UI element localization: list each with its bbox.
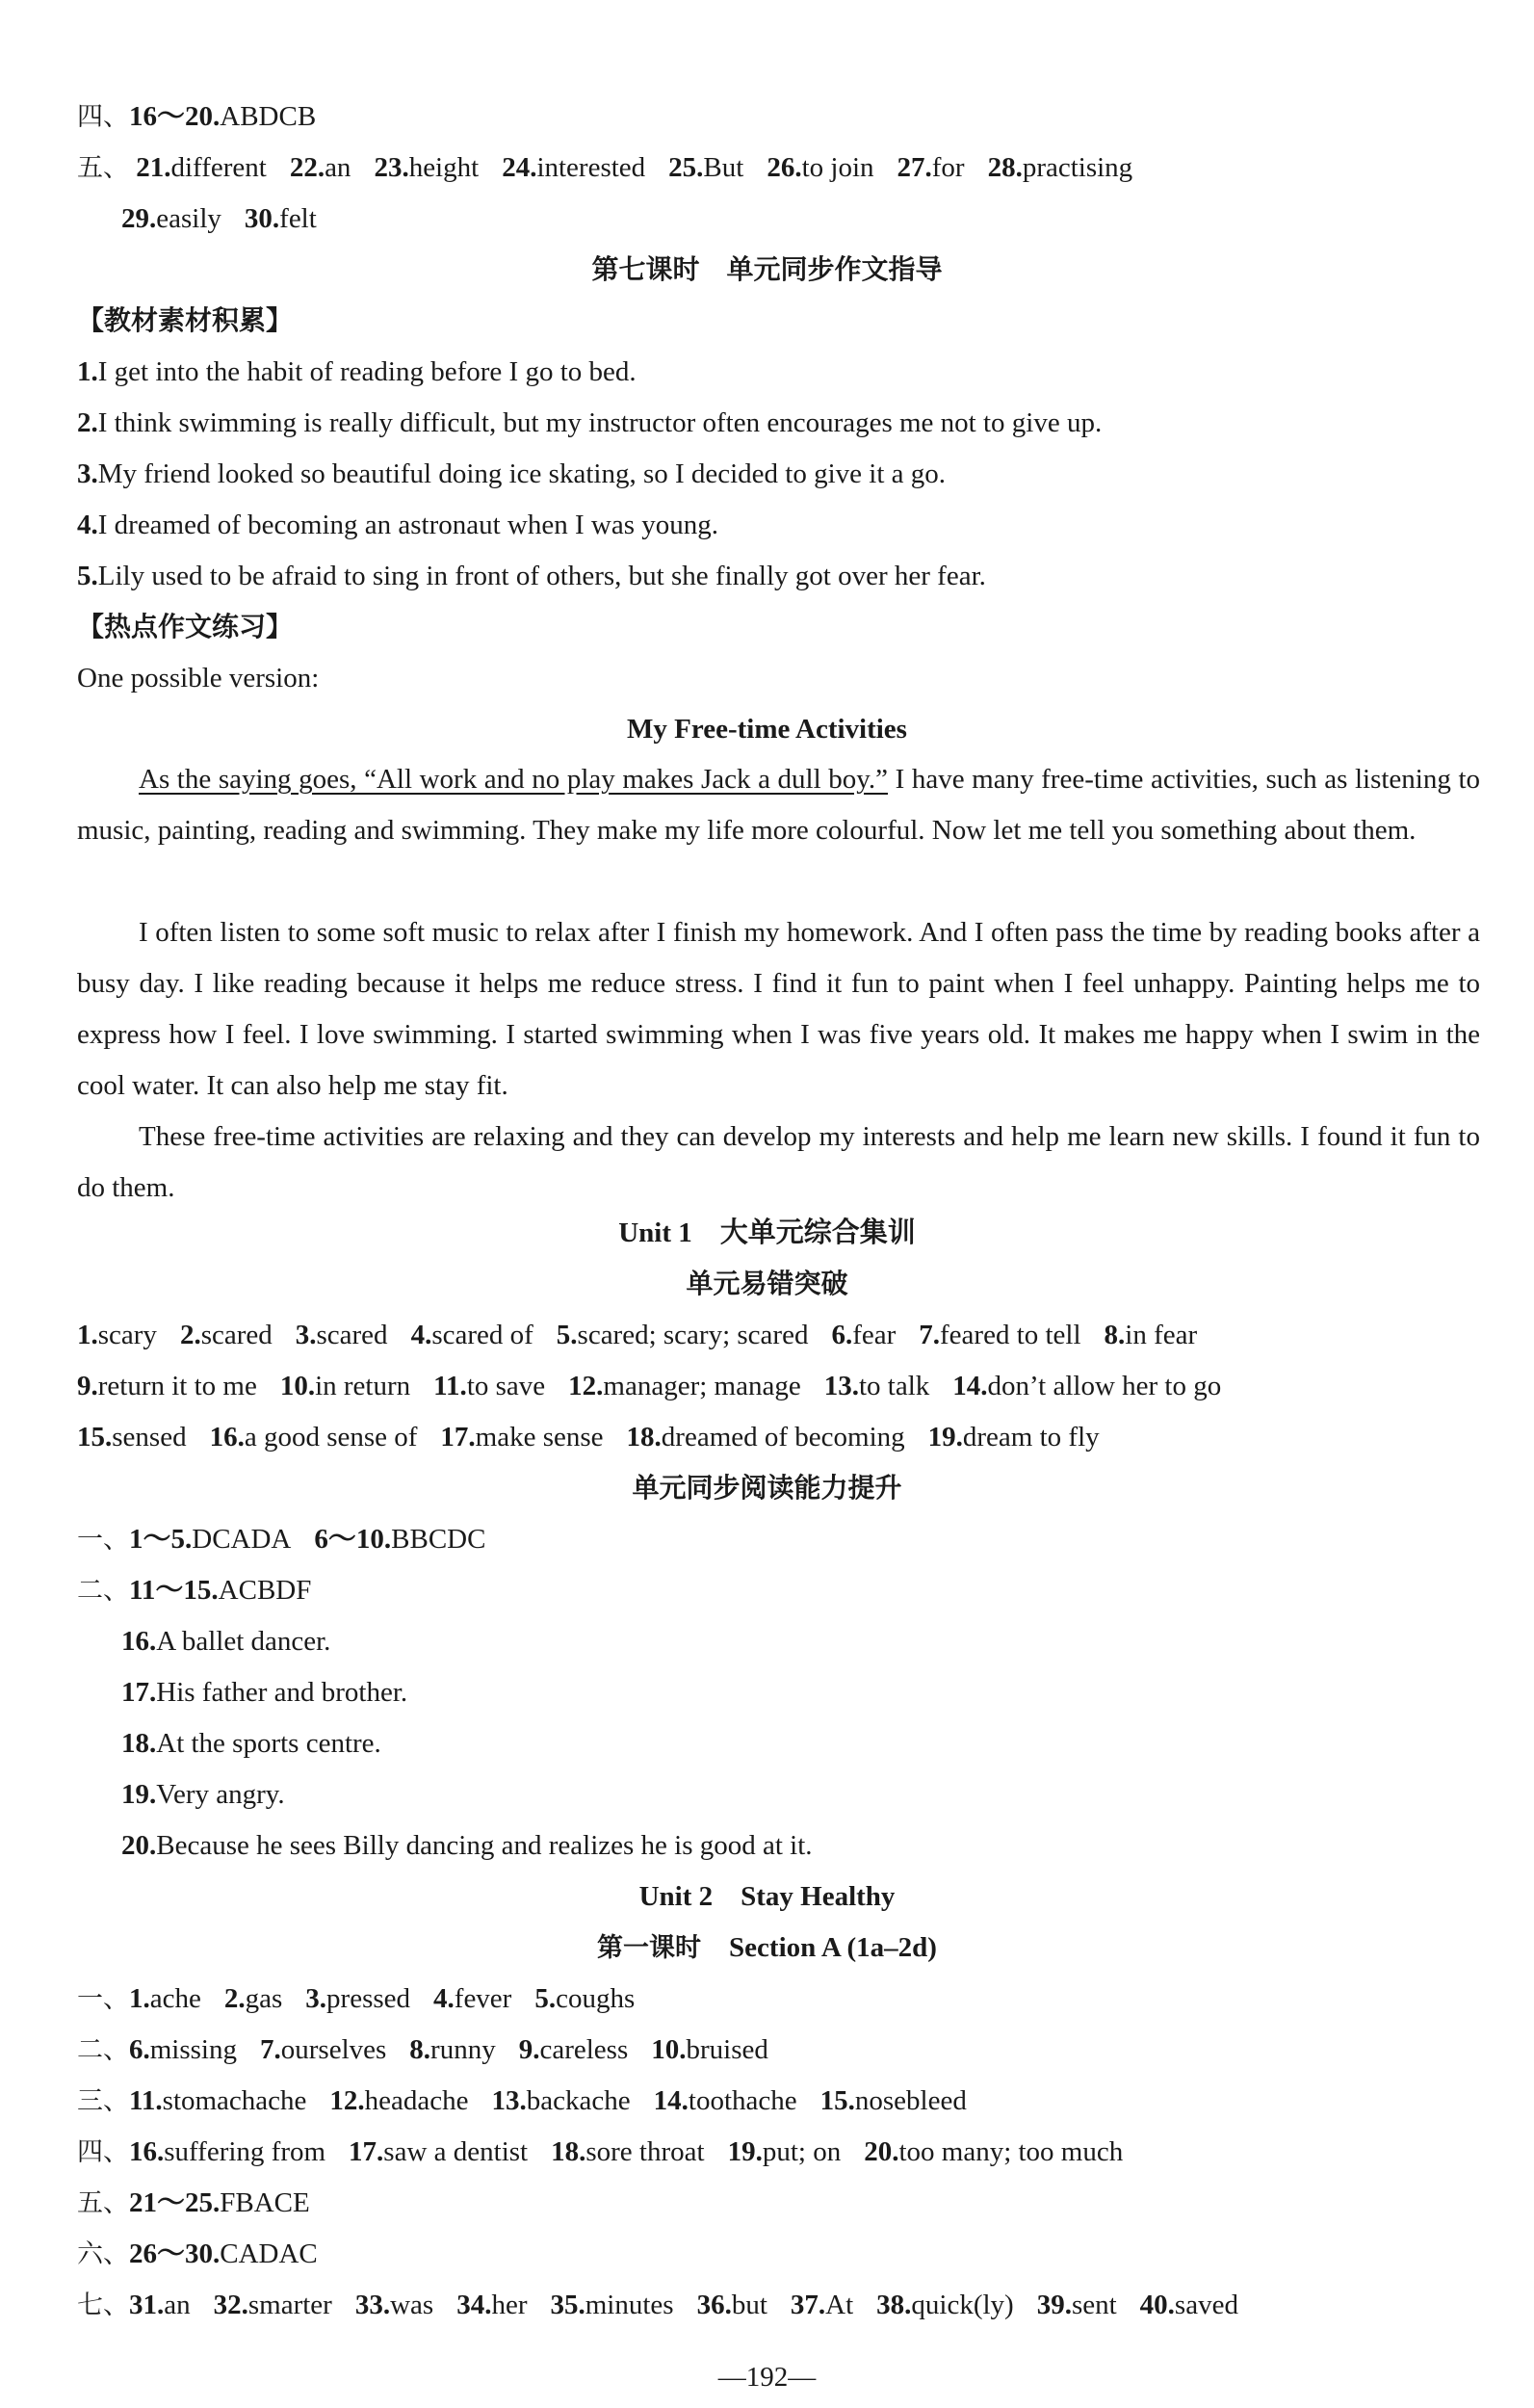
- answer-item: [129, 2290, 191, 2320]
- answer-item: [433, 1371, 545, 1401]
- answer-item: [77, 1320, 157, 1350]
- item-number: 18.: [121, 1728, 157, 1759]
- answer-item: [296, 1320, 388, 1350]
- answer-text: saw a dentist: [383, 2136, 529, 2167]
- item-number: 20.: [864, 2136, 899, 2167]
- answer-text: But: [703, 152, 744, 183]
- item-number: 18.: [551, 2136, 586, 2167]
- answer-item: [129, 2136, 325, 2167]
- item-number: 23.: [374, 152, 409, 183]
- answer-item: [1105, 1320, 1198, 1350]
- item-number: 19.: [727, 2136, 763, 2167]
- item-number: 18.: [626, 1422, 662, 1453]
- item-number: 26.: [767, 152, 802, 183]
- answer-item: [897, 152, 965, 183]
- item-number: 15.: [819, 2085, 855, 2116]
- answer-item: [502, 152, 645, 183]
- section-prefix: 一、: [77, 1525, 129, 1555]
- answer-item: [952, 1371, 1221, 1401]
- item-number: 19.: [121, 1779, 157, 1810]
- answer-text: Very angry.: [156, 1779, 285, 1810]
- answer-text: I get into the habit of reading before I go to bed.: [97, 356, 637, 387]
- item-number: 11.: [433, 1371, 467, 1401]
- answer-text: runny: [430, 2034, 496, 2065]
- item-number: 6.: [831, 1320, 853, 1350]
- answer-item: [245, 203, 317, 234]
- answer-text: to talk: [858, 1371, 930, 1401]
- answer-text: Lily used to be afraid to sing in front of others, but she finally got over her fear.: [97, 561, 986, 591]
- answer-text: in return: [315, 1371, 411, 1401]
- item-number: 8.: [1104, 1320, 1126, 1350]
- material-sentence: [77, 455, 1476, 493]
- item-number: 3.: [295, 1320, 317, 1350]
- answer-text: to save: [466, 1371, 546, 1401]
- answer-text: minutes: [585, 2290, 674, 2320]
- errors-row-2: [77, 1367, 1476, 1405]
- answer-item: [919, 1320, 1080, 1350]
- answer-text: saved: [1174, 2290, 1238, 2320]
- item-number: 7.: [260, 2034, 281, 2065]
- item-number: 2.: [77, 407, 98, 438]
- item-number: 1～5.: [129, 1524, 193, 1555]
- reading-answer: [121, 1724, 1476, 1763]
- answer-text: His father and brother.: [156, 1677, 408, 1708]
- answer-item: [831, 1320, 896, 1350]
- answer-text: coughs: [556, 1983, 636, 2014]
- item-number: 19.: [927, 1422, 963, 1453]
- item-number: 17.: [440, 1422, 476, 1453]
- reading-answer: [121, 1673, 1476, 1712]
- item-number: 28.: [987, 152, 1023, 183]
- item-number: 9.: [518, 2034, 540, 2065]
- answer-item: [519, 2034, 629, 2065]
- item-number: 5.: [77, 561, 98, 591]
- essay-title: My Free-time Activities: [627, 714, 907, 745]
- section-prefix: 四、: [77, 102, 129, 132]
- answer-item: [440, 1422, 603, 1453]
- item-number: 24.: [502, 152, 537, 183]
- answer-item: [668, 152, 743, 183]
- answer-text: but: [731, 2290, 767, 2320]
- answer-item: [129, 1983, 201, 2014]
- unit2-title: Unit 2 Stay Healthy: [638, 1881, 896, 1912]
- answer-text: ache: [149, 1983, 201, 2014]
- lesson7-title: 第七课时 单元同步作文指导: [591, 253, 943, 285]
- item-number: 14.: [952, 1371, 988, 1401]
- answer-text: ACBDF: [218, 1575, 312, 1606]
- answer-text: interested: [536, 152, 646, 183]
- errors-heading: 单元易错突破: [686, 1268, 848, 1299]
- answer-text: sent: [1071, 2290, 1117, 2320]
- answer-item: [224, 1983, 282, 2014]
- answer-text: easily: [156, 203, 221, 234]
- answer-text: headache: [364, 2085, 469, 2116]
- answer-text: in fear: [1125, 1320, 1198, 1350]
- item-number: 26～30.: [129, 2238, 221, 2269]
- item-number: 1.: [77, 356, 98, 387]
- answer-item: [290, 152, 351, 183]
- item-number: 16～20.: [129, 101, 221, 132]
- answer-text: to join: [801, 152, 874, 183]
- answer-item: [136, 152, 267, 183]
- answer-text: manager; manage: [603, 1371, 801, 1401]
- answer-item: [121, 1830, 813, 1861]
- item-number: 14.: [653, 2085, 689, 2116]
- answer-text: scared: [316, 1320, 388, 1350]
- item-number: 1.: [129, 1983, 150, 2014]
- answer-item: [551, 2136, 704, 2167]
- item-number: 29.: [121, 203, 157, 234]
- answer-item: [121, 1728, 381, 1759]
- item-number: 37.: [790, 2290, 826, 2320]
- item-number: 38.: [876, 2290, 912, 2320]
- item-number: 2.: [223, 1983, 246, 2014]
- unit2-row: [77, 2184, 1476, 2223]
- answer-item: [988, 152, 1133, 183]
- item-number: 5.: [556, 1320, 578, 1350]
- answer-text: I dreamed of becoming an astronaut when I was young.: [97, 510, 718, 540]
- item-number: 4.: [410, 1320, 432, 1350]
- unit2-row: [77, 2235, 1476, 2274]
- material-sentence: [77, 506, 1476, 544]
- item-number: 21～25.: [129, 2187, 221, 2218]
- item-number: 36.: [696, 2290, 732, 2320]
- item-number: 22.: [289, 152, 325, 183]
- answer-text: FBACE: [220, 2187, 310, 2218]
- answer-item: [767, 152, 873, 183]
- answer-item: [210, 1422, 418, 1453]
- answer-text: CADAC: [220, 2238, 318, 2269]
- answer-text: BBCDC: [391, 1524, 486, 1555]
- reading-answer: [121, 1826, 1476, 1865]
- answer-text: missing: [149, 2034, 237, 2065]
- answer-item: [129, 2034, 237, 2065]
- answer-item: [654, 2085, 797, 2116]
- answer-text: scared of: [431, 1320, 533, 1350]
- answer-item: [355, 2290, 433, 2320]
- answer-item: [121, 1677, 407, 1708]
- reading-answer: [121, 1775, 1476, 1814]
- answer-item: [121, 1779, 285, 1810]
- answer-text: suffering from: [164, 2136, 326, 2167]
- item-number: 33.: [354, 2290, 391, 2320]
- answer-text: toothache: [688, 2085, 797, 2116]
- answer-text: too many; too much: [898, 2136, 1124, 2167]
- item-number: 27.: [897, 152, 932, 183]
- item-number: 39.: [1036, 2290, 1072, 2320]
- section-prefix: 五、: [77, 2188, 129, 2218]
- answer-text: ABDCB: [220, 101, 317, 132]
- answer-text: fear: [852, 1320, 897, 1350]
- answer-item: [305, 1983, 410, 2014]
- essay-paragraph-1: [77, 754, 1480, 856]
- answer-text: DCADA: [192, 1524, 292, 1555]
- answer-text: Because he sees Billy dancing and realizes he is good at it.: [156, 1830, 813, 1861]
- answer-item: [1037, 2290, 1117, 2320]
- answer-text: careless: [539, 2034, 629, 2065]
- answer-item: [329, 2085, 468, 2116]
- answer-text: pressed: [326, 1983, 411, 2014]
- item-number: 6～10.: [314, 1524, 392, 1555]
- answer-item: [409, 2034, 495, 2065]
- answer-text: don’t allow her to go: [987, 1371, 1222, 1401]
- version-label: One possible version:: [77, 663, 320, 694]
- item-number: 17.: [121, 1677, 157, 1708]
- item-number: 20.: [121, 1830, 157, 1861]
- item-number: 13.: [491, 2085, 527, 2116]
- answer-item: [77, 407, 1102, 438]
- item-number: 15.: [77, 1422, 113, 1453]
- item-number: 25.: [668, 152, 704, 183]
- answer-text: backache: [526, 2085, 631, 2116]
- answer-text: was: [390, 2290, 434, 2320]
- answer-item: [280, 1371, 410, 1401]
- answer-text: gas: [245, 1983, 283, 2014]
- answer-item: [77, 1422, 187, 1453]
- reading-heading: 单元同步阅读能力提升: [632, 1472, 902, 1504]
- item-number: 12.: [329, 2085, 365, 2116]
- answer-text: dreamed of becoming: [661, 1422, 905, 1453]
- row-section-5-cont: [121, 199, 1476, 238]
- answer-text: for: [931, 152, 965, 183]
- answer-item: [77, 458, 946, 489]
- answer-item: [651, 2034, 768, 2065]
- item-number: 30.: [244, 203, 280, 234]
- item-number: 11.: [129, 2085, 163, 2116]
- section-prefix: 二、: [77, 2035, 129, 2065]
- answer-item: [77, 561, 986, 591]
- item-number: 31.: [129, 2290, 165, 2320]
- answer-item: [77, 1371, 257, 1401]
- answer-item: [627, 1422, 905, 1453]
- answer-text: feared to tell: [940, 1320, 1081, 1350]
- unit2-row: [77, 2286, 1476, 2325]
- answer-item: [550, 2290, 673, 2320]
- item-number: 32.: [213, 2290, 248, 2320]
- answer-text: dream to fly: [962, 1422, 1100, 1453]
- section-prefix: 四、: [77, 2137, 129, 2167]
- answer-item: [791, 2290, 853, 2320]
- row-section-5: [77, 148, 1476, 188]
- errors-row-1: [77, 1316, 1476, 1354]
- answer-item: [492, 2085, 631, 2116]
- item-number: 3.: [305, 1983, 327, 2014]
- answer-item: [1140, 2290, 1238, 2320]
- answer-text: sore throat: [585, 2136, 705, 2167]
- item-number: 9.: [77, 1371, 98, 1401]
- item-number: 21.: [136, 152, 171, 183]
- practice-heading: 【热点作文练习】: [77, 611, 294, 642]
- item-number: 11～15.: [129, 1575, 219, 1606]
- essay-paragraph-2: I often listen to some soft music to relax after I finish my homework. And I often pass the time by reading books after a busy day. I like reading because it helps me reduce stress. I find it fun to paint when I feel unhappy. Painting helps me to express how I feel. I love swimming. I started swimming when I was five years old. It makes me happy when I swim in the cool water. It can also help me stay fit.: [77, 917, 1480, 1101]
- reading-row-1: [77, 1520, 1476, 1559]
- answer-item: [864, 2136, 1123, 2167]
- answer-item: [411, 1320, 533, 1350]
- section-prefix: 一、: [77, 1984, 129, 2014]
- section-prefix: 五、: [77, 153, 129, 183]
- answer-text: bruised: [686, 2034, 768, 2065]
- materials-heading: 【教材素材积累】: [77, 304, 294, 336]
- item-number: 4.: [433, 1983, 455, 2014]
- answer-text: make sense: [475, 1422, 604, 1453]
- section-prefix: 三、: [77, 2086, 129, 2116]
- answer-item: [433, 1983, 511, 2014]
- answer-text: her: [491, 2290, 528, 2320]
- answer-text: practising: [1022, 152, 1133, 183]
- answer-item: [820, 2085, 967, 2116]
- answer-text: quick(ly): [911, 2290, 1014, 2320]
- answer-text: sensed: [112, 1422, 187, 1453]
- item-number: 2.: [179, 1320, 201, 1350]
- answer-text: felt: [279, 203, 317, 234]
- answer-item: [876, 2290, 1014, 2320]
- essay-paragraph-3: These free-time activities are relaxing and they can develop my interests and help me learn new skills. I found it fun to do them.: [77, 1121, 1480, 1203]
- answer-item: [568, 1371, 801, 1401]
- answer-text: a good sense of: [244, 1422, 418, 1453]
- answer-item: [260, 2034, 386, 2065]
- item-number: 16.: [129, 2136, 165, 2167]
- item-number: 13.: [823, 1371, 859, 1401]
- answer-item: [824, 1371, 930, 1401]
- unit2-row: [77, 2081, 1476, 2121]
- item-number: 34.: [456, 2290, 492, 2320]
- answer-text: height: [408, 152, 480, 183]
- item-number: 35.: [550, 2290, 585, 2320]
- answer-text: At the sports centre.: [156, 1728, 381, 1759]
- answer-text: At: [825, 2290, 854, 2320]
- reading-row-2: [77, 1571, 1476, 1610]
- item-number: 12.: [568, 1371, 604, 1401]
- answer-text: fever: [454, 1983, 512, 2014]
- lesson-title: 第一课时 Section A (1a–2d): [597, 1932, 937, 1963]
- item-number: 40.: [1139, 2290, 1175, 2320]
- answer-text: smarter: [247, 2290, 332, 2320]
- underlined-quote: As the saying goes, “All work and no play makes Jack a dull boy.”: [139, 764, 888, 795]
- section-prefix: 七、: [77, 2290, 129, 2320]
- answer-item: [349, 2136, 528, 2167]
- page-number: —192—: [717, 2362, 817, 2393]
- item-number: 8.: [409, 2034, 431, 2065]
- errors-row-3: [77, 1418, 1476, 1456]
- item-number: 10.: [651, 2034, 687, 2065]
- answer-text: scary: [97, 1320, 157, 1350]
- answer-text: My friend looked so beautiful doing ice skating, so I decided to give it a go.: [97, 458, 947, 489]
- answer-item: [77, 356, 637, 387]
- answer-text: scared; scary; scared: [577, 1320, 809, 1350]
- section-prefix: 六、: [77, 2239, 129, 2269]
- paragraph-text: I have many free-time activities, such as listening to music, painting, reading and swimming. They make my life more colourful. Now let me tell you something about them.: [77, 764, 1481, 846]
- answer-item: [77, 510, 718, 540]
- row-section-4: [77, 97, 1476, 137]
- answer-text: A ballet dancer.: [156, 1626, 331, 1657]
- section-prefix: 二、: [77, 1576, 129, 1606]
- item-number: 6.: [129, 2034, 150, 2065]
- answer-text: return it to me: [97, 1371, 257, 1401]
- answer-text: scared: [200, 1320, 273, 1350]
- item-number: 5.: [534, 1983, 557, 2014]
- answer-item: [928, 1422, 1100, 1453]
- item-number: 10.: [279, 1371, 316, 1401]
- answer-text: ourselves: [280, 2034, 387, 2065]
- answer-item: [456, 2290, 527, 2320]
- answer-item: [697, 2290, 767, 2320]
- answer-item: [129, 2187, 310, 2218]
- answer-item: [534, 1983, 635, 2014]
- answer-text: an: [325, 152, 351, 183]
- answer-item: [129, 2085, 306, 2116]
- reading-answer: [121, 1622, 1476, 1661]
- item-number: 4.: [77, 510, 98, 540]
- answer-text: an: [164, 2290, 191, 2320]
- answer-item: [374, 152, 479, 183]
- unit2-row: [77, 1979, 1476, 2019]
- answer-item: [121, 203, 221, 234]
- answer-text: different: [170, 152, 267, 183]
- unit2-row: [77, 2030, 1476, 2070]
- answer-text: put; on: [762, 2136, 842, 2167]
- unit2-row: [77, 2133, 1476, 2172]
- answer-item: [121, 1626, 330, 1657]
- answer-item: [557, 1320, 809, 1350]
- material-sentence: [77, 404, 1476, 442]
- material-sentence: [77, 557, 1476, 595]
- item-number: 3.: [77, 458, 98, 489]
- answer-item: [214, 2290, 332, 2320]
- answer-text: stomachache: [162, 2085, 307, 2116]
- answer-item: [180, 1320, 273, 1350]
- item-number: 7.: [919, 1320, 941, 1350]
- material-sentence: [77, 353, 1476, 391]
- item-number: 17.: [349, 2136, 384, 2167]
- unit1-title: Unit 1 大单元综合集训: [618, 1217, 916, 1248]
- answer-text: nosebleed: [854, 2085, 967, 2116]
- answer-item: [129, 2238, 318, 2269]
- item-number: 1.: [77, 1320, 98, 1350]
- answer-text: I think swimming is really difficult, but my instructor often encourages me not to give up.: [97, 407, 1103, 438]
- answer-item: [728, 2136, 842, 2167]
- item-number: 16.: [121, 1626, 157, 1657]
- item-number: 16.: [209, 1422, 245, 1453]
